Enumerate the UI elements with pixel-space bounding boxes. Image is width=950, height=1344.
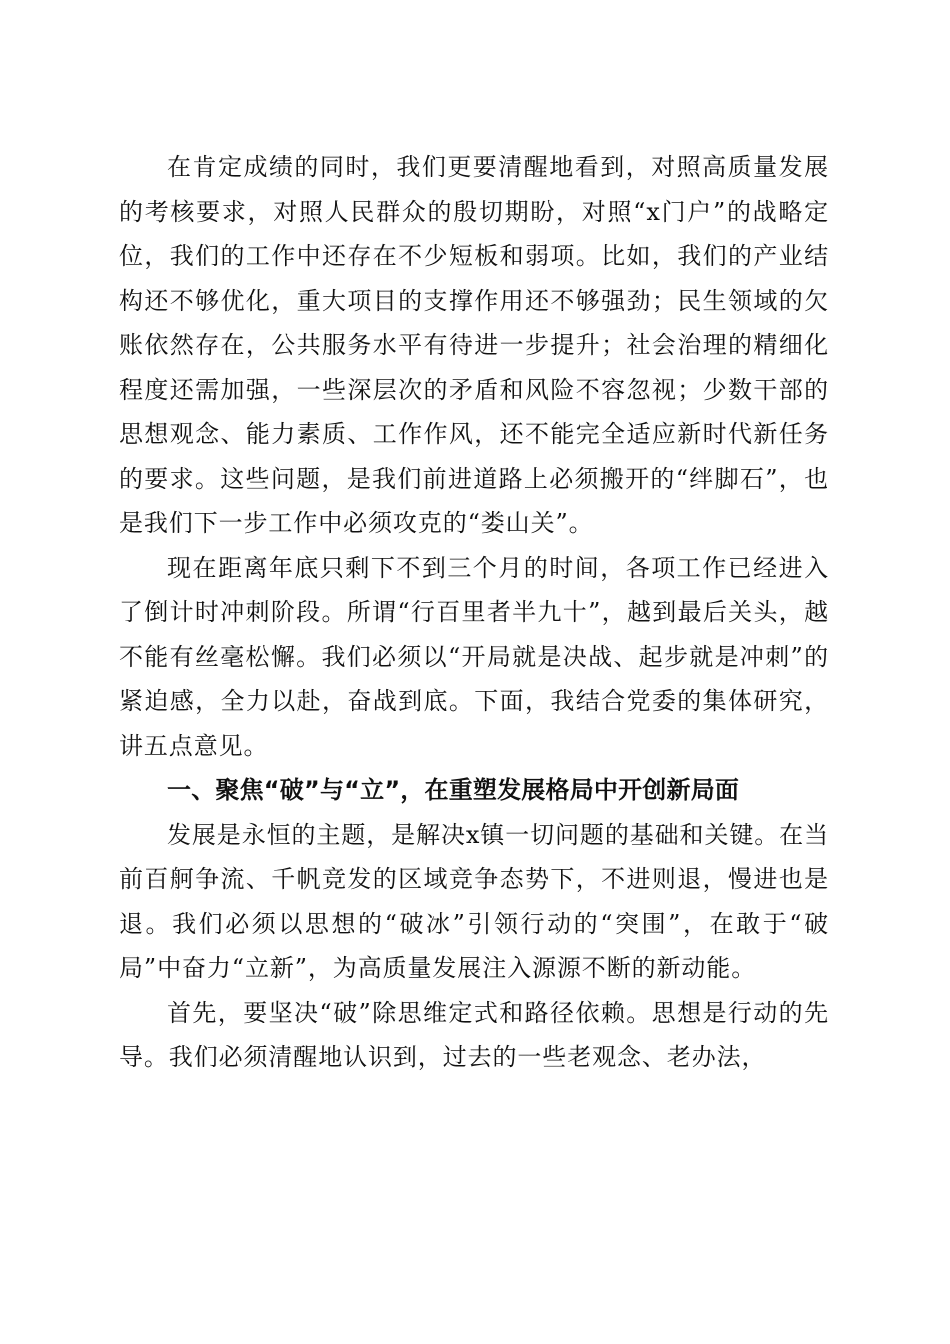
paragraph-development-theme: 发展是永恒的主题，是解决x镇一切问题的基础和关键。在当前百舸争流、千帆竞发的区域竞争态势下，不进则退，慢进也是退。我们必须以思想的“破冰”引领行动的“突围”，在敢于“破局”中奋力“立新”，为高质量发展注入源源不断的新动能。 bbox=[119, 820, 829, 982]
paragraph-year-end-sprint: 现在距离年底只剩下不到三个月的时间，各项工作已经进入了倒计时冲刺阶段。所谓“行百里者半九十”，越到最后关头，越不能有丝毫松懈。我们必须以“开局就是决战、起步就是冲刺”的紧迫感，全力以赴，奋战到底。下面，我结合党委的集体研究，讲五点意见。 bbox=[119, 553, 829, 760]
paragraph-break-mindset: 首先，要坚决“破”除思维定式和路径依赖。思想是行动的先导。我们必须清醒地认识到，过去的一些老观念、老办法， bbox=[119, 998, 829, 1071]
document-body bbox=[119, 145, 829, 1080]
paragraph-shortcomings: 在肯定成绩的同时，我们更要清醒地看到，对照高质量发展的考核要求，对照人民群众的殷切期盼，对照“x门户”的战略定位，我们的工作中还存在不少短板和弱项。比如，我们的产业结构还不够优化，重大项目的支撑作用还不够强劲；民生领域的欠账依然存在，公共服务水平有待进一步提升；社会治理的精细化程度还需加强，一些深层次的矛盾和风险不容忽视；少数干部的思想观念、能力素质、工作作风，还不能完全适应新时代新任务的要求。这些问题，是我们前进道路上必须搬开的“绊脚石”，也是我们下一步工作中必须攻克的“娄山关”。 bbox=[119, 153, 829, 537]
section-heading-one: 一、聚焦“破”与“立”，在重塑发展格局中开创新局面 bbox=[167, 776, 740, 804]
